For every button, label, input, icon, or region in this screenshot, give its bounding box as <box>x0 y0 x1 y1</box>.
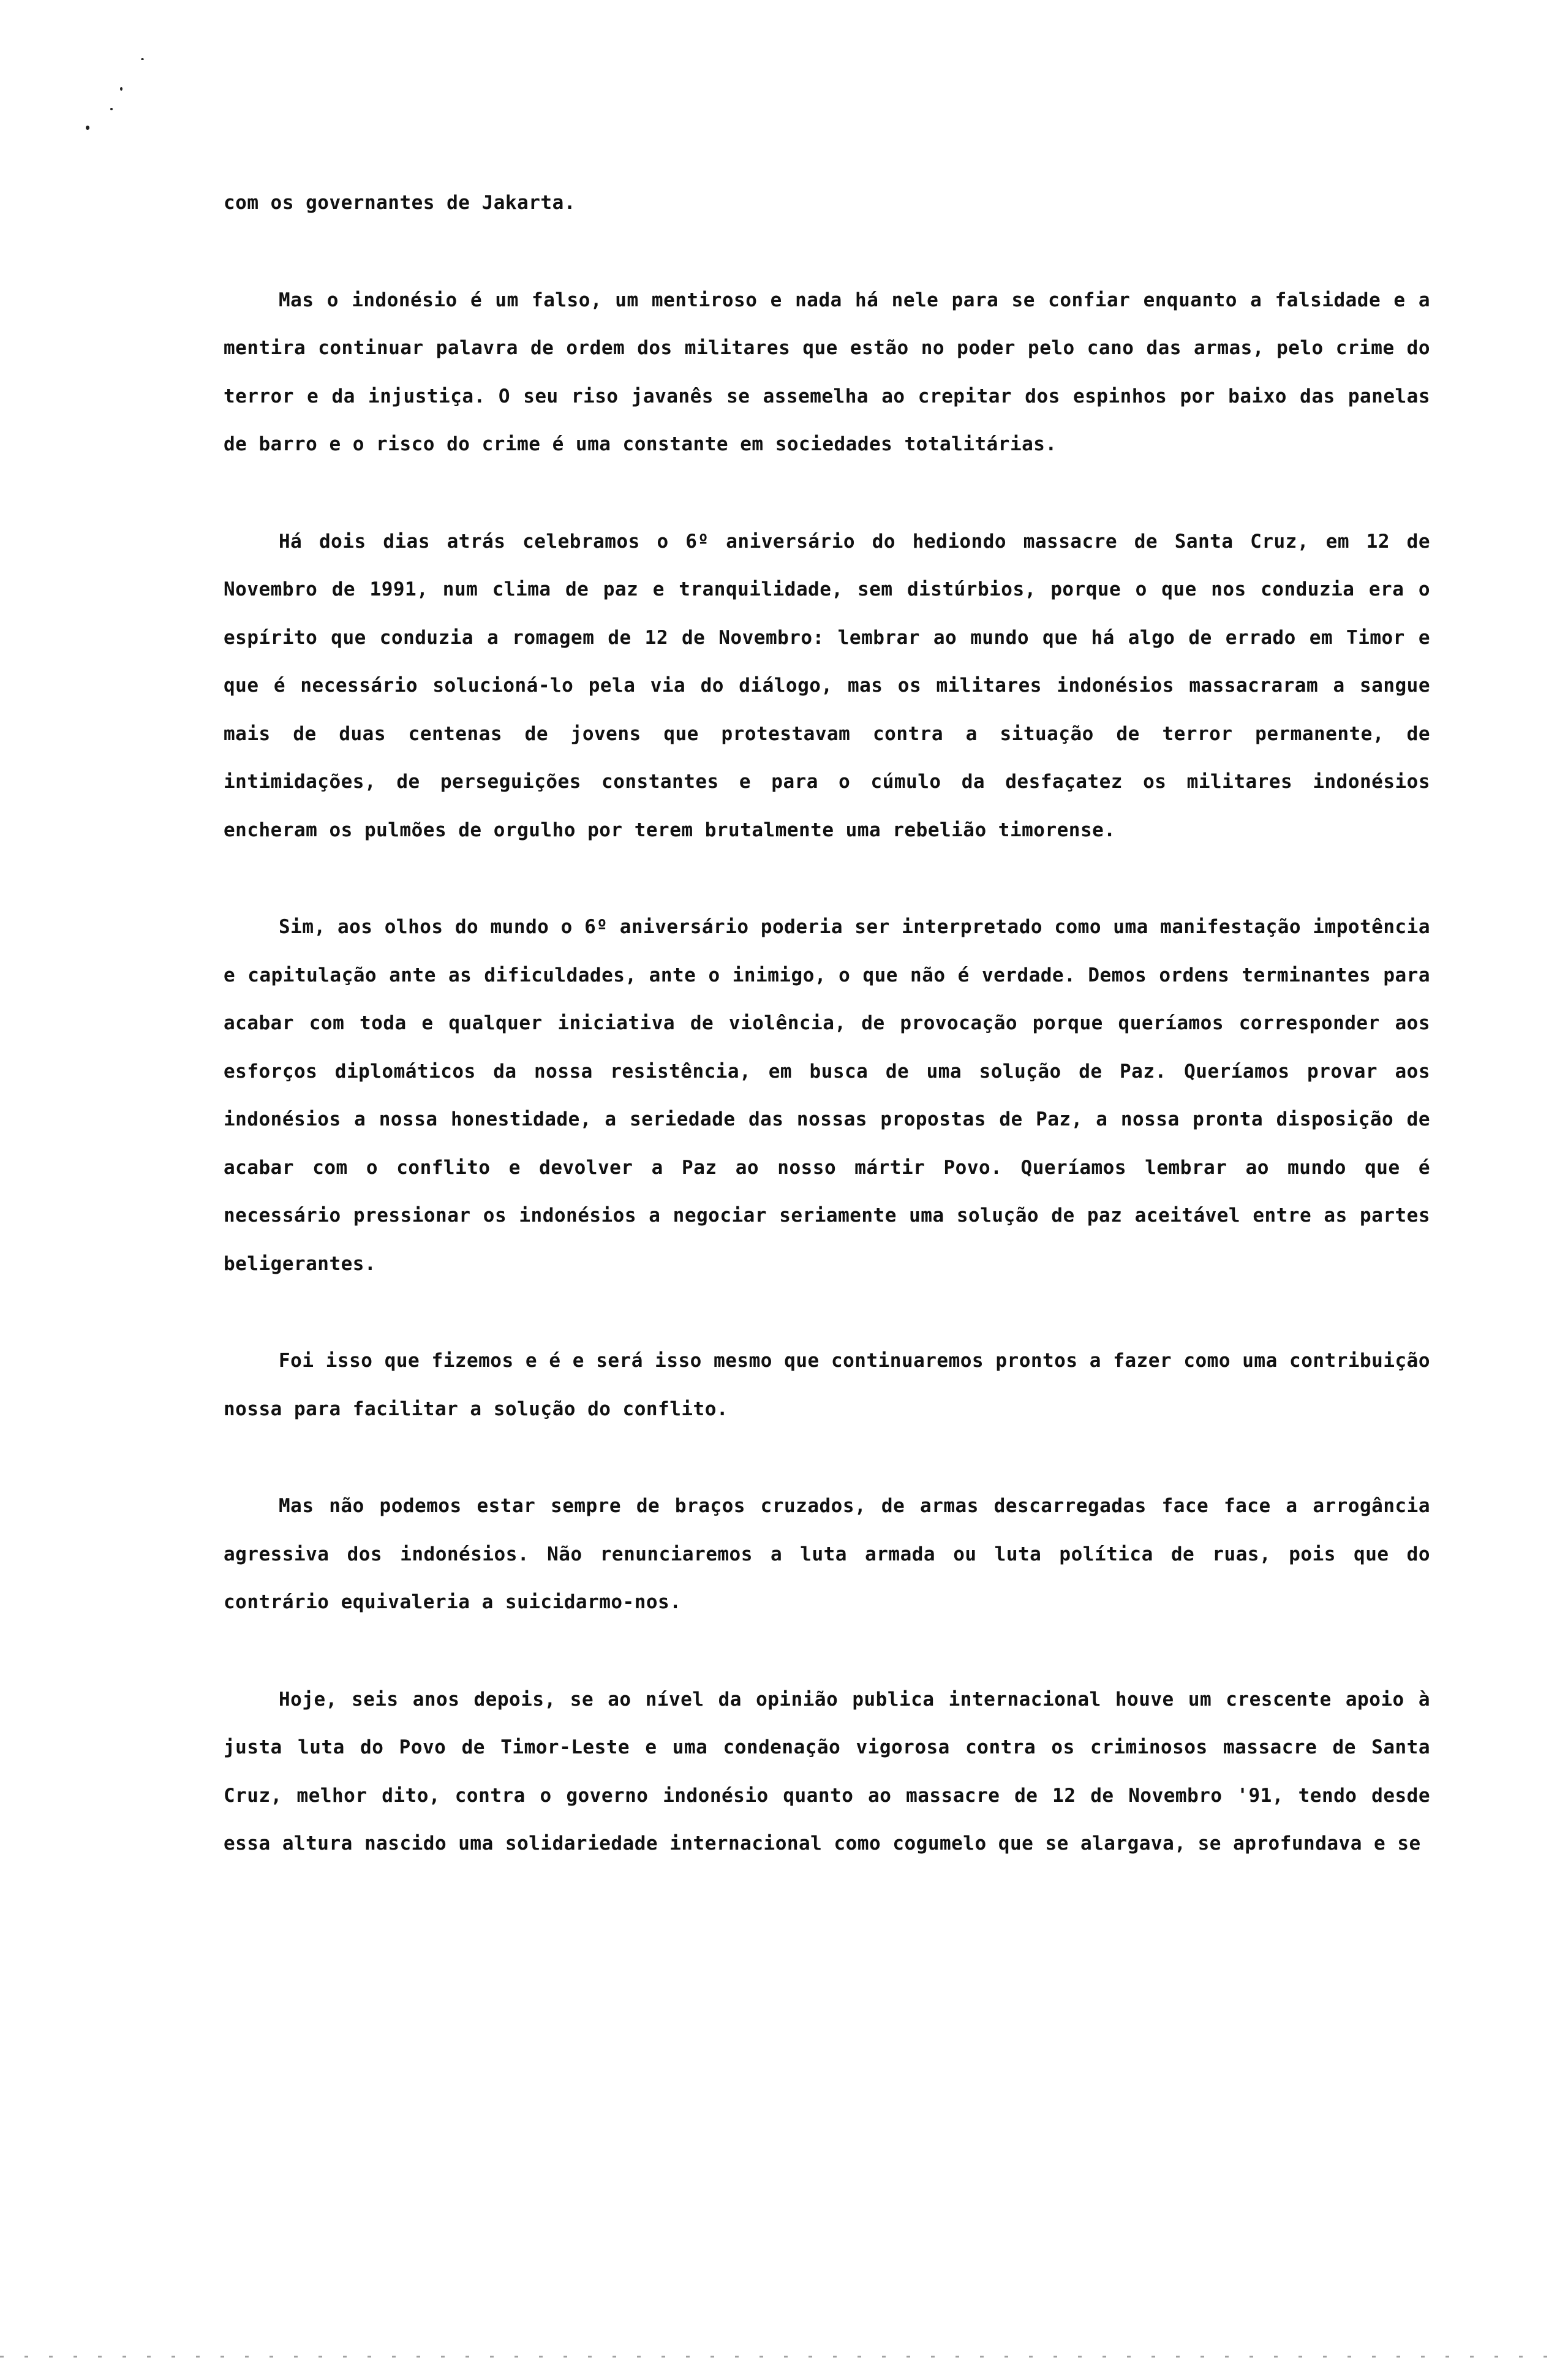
paragraph: Foi isso que fizemos e é e será isso mesmo que continuaremos prontos a fazer como uma contribuição nossa para facilitar a solução do conflito. <box>224 1350 1430 1420</box>
paragraph: Mas não podemos estar sempre de braços cruzados, de armas descarregadas face face a arrogância agressiva dos indonésios. Não renunciaremos a luta armada ou luta política de ruas, pois que do contrário equivaleria a suicidarmo-nos. <box>224 1495 1430 1613</box>
scan-speck <box>120 87 123 91</box>
scan-speck <box>110 108 113 110</box>
scan-speck <box>141 58 144 60</box>
paragraph-continuation: com os governantes de Jakarta. <box>224 192 576 214</box>
paragraph: Sim, aos olhos do mundo o 6º aniversário poderia ser interpretado como uma manifestação impotência e capitulação ante as dificuldades, ante o inimigo, o que não é verdade. Demos ordens terminantes para acabar com toda e qualquer iniciativa de violência, de provocação porque queríamos corresponder aos esforços diplomáticos da nossa resistência, em busca de uma solução de Paz. Queríamos provar aos indonésios a nossa honestidade, a seriedade das nossas propostas de Paz, a nossa pronta disposição de acabar com o conflito e devolver a Paz ao nosso mártir Povo. Queríamos lembrar ao mundo que é necessário pressionar os indonésios a negociar seriamente uma solução de paz aceitável entre as partes beligerantes. <box>224 916 1430 1275</box>
paragraph: Há dois dias atrás celebramos o 6º aniversário do hediondo massacre de Santa Cruz, em 12 de Novembro de 1991, num clima de paz e tranquilidade, sem distúrbios, porque o que nos conduzia era o espírito que conduzia a romagem de 12 de Novembro: lembrar ao mundo que há algo de errado em Timor e que é necessário solucioná-lo pela via do diálogo, mas os militares indonésios massacraram a sangue mais de duas centenas de jovens que protestavam contra a situação de terror permanente, de intimidações, de perseguições constantes e para o cúmulo da desfaçatez os militares indonésios encheram os pulmões de orgulho por terem brutalmente uma rebelião timorense. <box>224 530 1430 841</box>
paragraph: Hoje, seis anos depois, se ao nível da opinião publica internacional houve um crescente apoio à justa luta do Povo de Timor-Leste e uma condenação vigorosa contra os criminosos massacre de Santa Cruz, melhor dito, contra o governo indonésio quanto ao massacre de 12 de Novembro '91, tendo desde essa altura nascido uma solidariedade internacional como cogumelo que se alargava, se aprofundava e se <box>224 1688 1430 1855</box>
scan-edge-artifact <box>0 2356 1568 2358</box>
document-body <box>224 179 1430 1868</box>
paragraph: Mas o indonésio é um falso, um mentiroso e nada há nele para se confiar enquanto a falsidade e a mentira continuar palavra de ordem dos militares que estão no poder pelo cano das armas, pelo crime do terror e da injustiça. O seu riso javanês se assemelha ao crepitar dos espinhos por baixo das panelas de barro e o risco do crime é uma constante em sociedades totalitárias. <box>224 289 1430 455</box>
scan-speck <box>86 126 89 130</box>
